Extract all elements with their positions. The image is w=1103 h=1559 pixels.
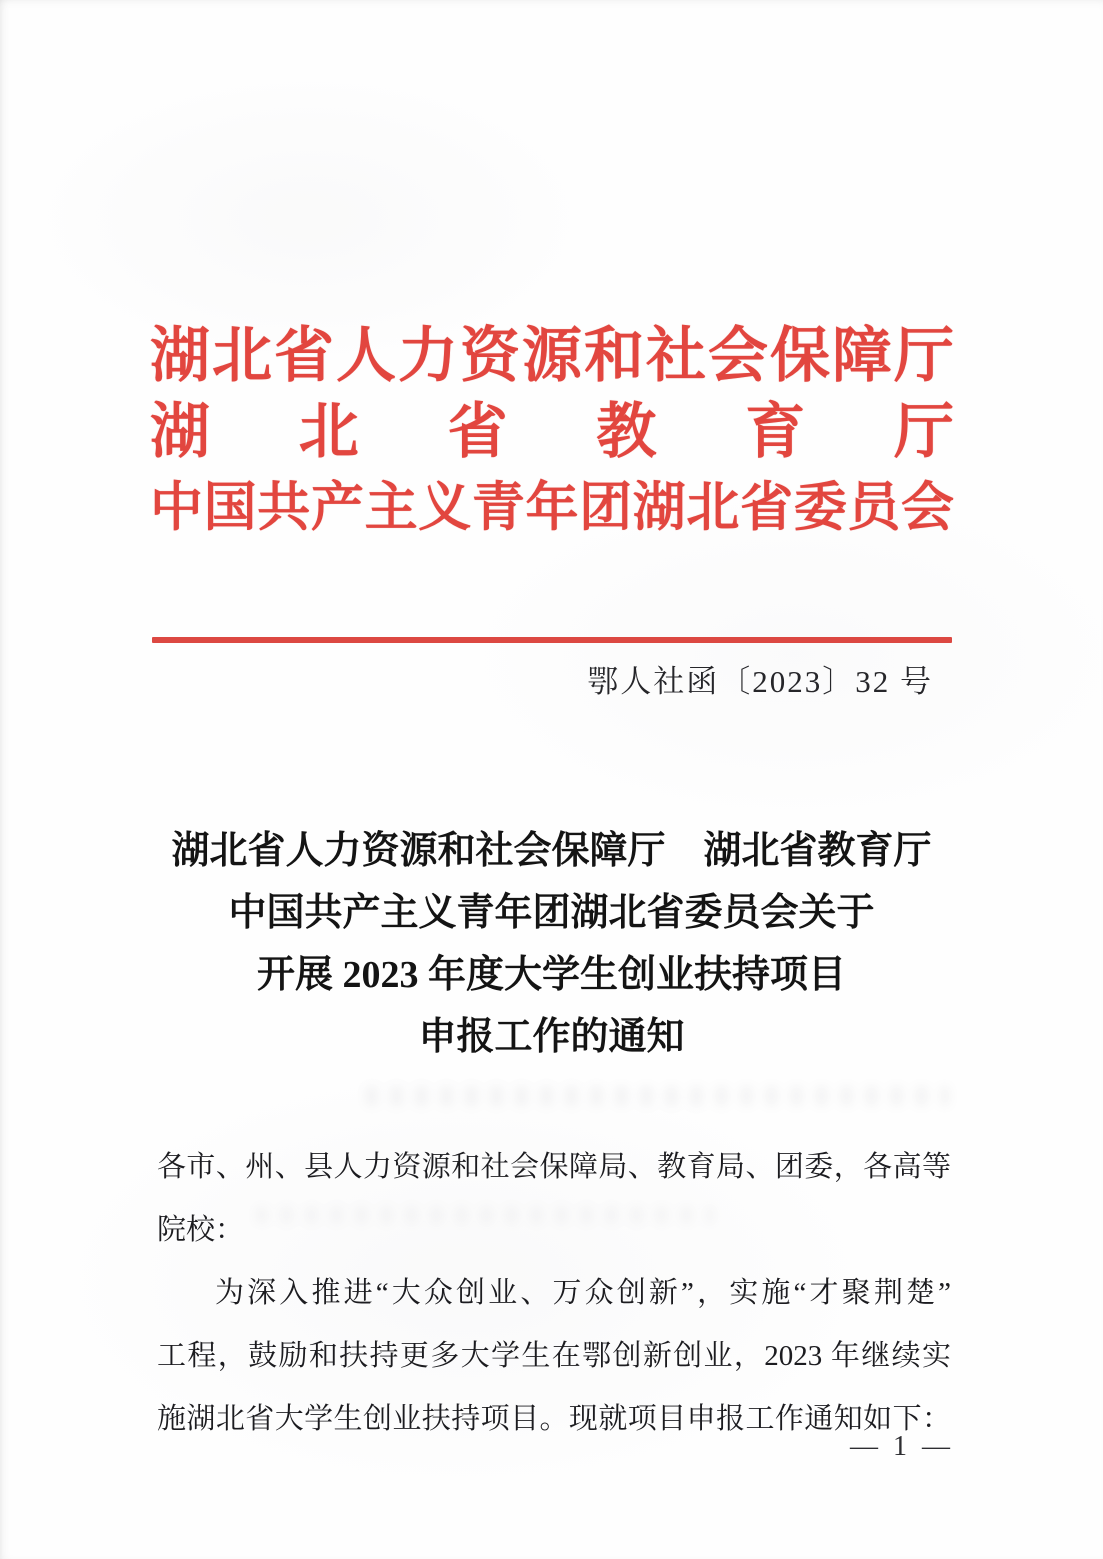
document-body-line: 施湖北省大学生创业扶持项目。现就项目申报工作通知如下：: [157, 1403, 951, 1435]
letterhead-line: 湖北省人力资源和社会保障厅: [150, 323, 954, 389]
document-title-line: 开展 2023 年度大学生创业扶持项目: [256, 954, 846, 996]
document-title: [0, 820, 1103, 1068]
document-body-line: 为深入推进“大众创业、万众创新”，实施“才聚荆楚”: [215, 1277, 951, 1309]
document-title-line: 申报工作的通知: [418, 1016, 685, 1058]
letterhead-divider-rule: [152, 637, 952, 643]
scan-bleedthrough-artifact: [365, 1086, 950, 1106]
document-body-line: 院校：: [157, 1214, 245, 1246]
document-title-line: 中国共产主义青年团湖北省委员会关于: [228, 892, 875, 934]
letterhead: [150, 318, 954, 546]
document-body: [157, 1136, 951, 1451]
document-title-line: 湖北省人力资源和社会保障厅 湖北省教育厅: [171, 830, 932, 872]
letterhead-line: 湖北省教育厅: [150, 399, 954, 465]
document-body-line: 各市、州、县人力资源和社会保障局、教育局、团委，各高等: [157, 1151, 951, 1183]
letterhead-line: 中国共产主义青年团湖北省委员会: [150, 479, 954, 537]
document-number: 鄂人社函〔2023〕32 号: [587, 664, 933, 699]
document-body-line: 工程，鼓励和扶持更多大学生在鄂创新创业，2023 年继续实: [157, 1340, 951, 1372]
page-number: — 1 —: [850, 1431, 954, 1462]
